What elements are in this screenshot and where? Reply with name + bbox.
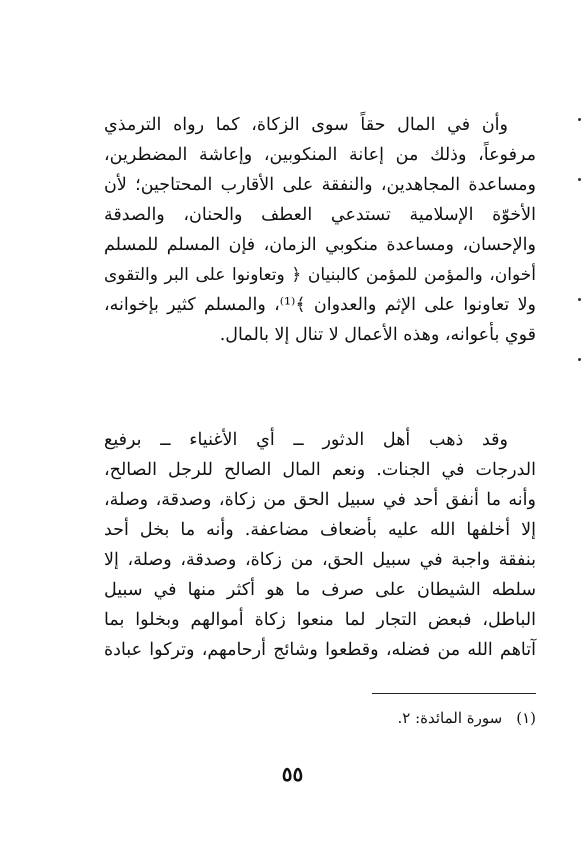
text-line: الباطل، فبعض التجار لما منعوا زكاة أموالهم وبخلوا بما: [104, 610, 536, 630]
margin-mark: [578, 358, 581, 361]
text-line: آتاهم الله من فضله، وقطعوا وشائج أرحامهم، وتركوا عبادة: [104, 640, 536, 660]
text-line: أخوان، والمؤمن للمؤمن كالبنيان ﴿ وتعاونوا على البر والتقوى: [104, 265, 536, 285]
text-line: مرفوعاً، وذلك من إعانة المنكوبين، وإعاشة المضطرين،: [104, 145, 536, 165]
text-line: الأخوّة الإسلامية تستدعي العطف والحنان، والصدقة: [104, 205, 536, 225]
page-number: ٥٥: [281, 762, 304, 786]
text-line: وأنه ما أنفق أحد في سبيل الحق من زكاة، وصدقة، وصلة،: [104, 490, 536, 510]
text-line: الدرجات في الجنات. ونعم المال الصالح للرجل الصالح،: [104, 460, 536, 480]
footnote-number: (١): [516, 709, 536, 727]
footnote-divider: [372, 693, 536, 694]
text-line: بنفقة واجبة في سبيل الحق، من زكاة، وصدقة، وصلة، إلا: [104, 550, 536, 570]
margin-mark: [578, 118, 581, 121]
footnote: [397, 707, 536, 729]
text-line: سلطه الشيطان على صرف ما هو أكثر منها في سبيل: [104, 580, 536, 600]
text-line: قوي بأعوانه، وهذه الأعمال لا تنال إلا بالمال.: [219, 325, 536, 345]
margin-mark: [578, 298, 581, 301]
paragraph-1: [104, 110, 536, 350]
text-line: والإحسان، ومساعدة منكوبي الزمان، فإن المسلم للمسلم: [104, 235, 536, 255]
paragraph-2: [104, 425, 536, 665]
text-line: ومساعدة المجاهدين، والنفقة على الأقارب المحتاجين؛ لأن: [104, 175, 536, 195]
text-line: ولا تعاونوا على الإثم والعدوان ﴾⁽¹⁾، والمسلم كثير بإخوانه،: [104, 295, 536, 315]
text-line: إلا أخلفها الله عليه بأضعاف مضاعفة. وأنه ما بخل أحد: [104, 520, 536, 540]
text-line: وقد ذهب أهل الدثور ــ أي الأغنياء ــ برفيع: [104, 430, 508, 450]
footnote-text: سورة المائدة: ٢.: [397, 709, 503, 727]
text-line: وأن في المال حقاً سوى الزكاة، كما رواه الترمذي: [104, 115, 508, 135]
margin-mark: [578, 178, 581, 181]
